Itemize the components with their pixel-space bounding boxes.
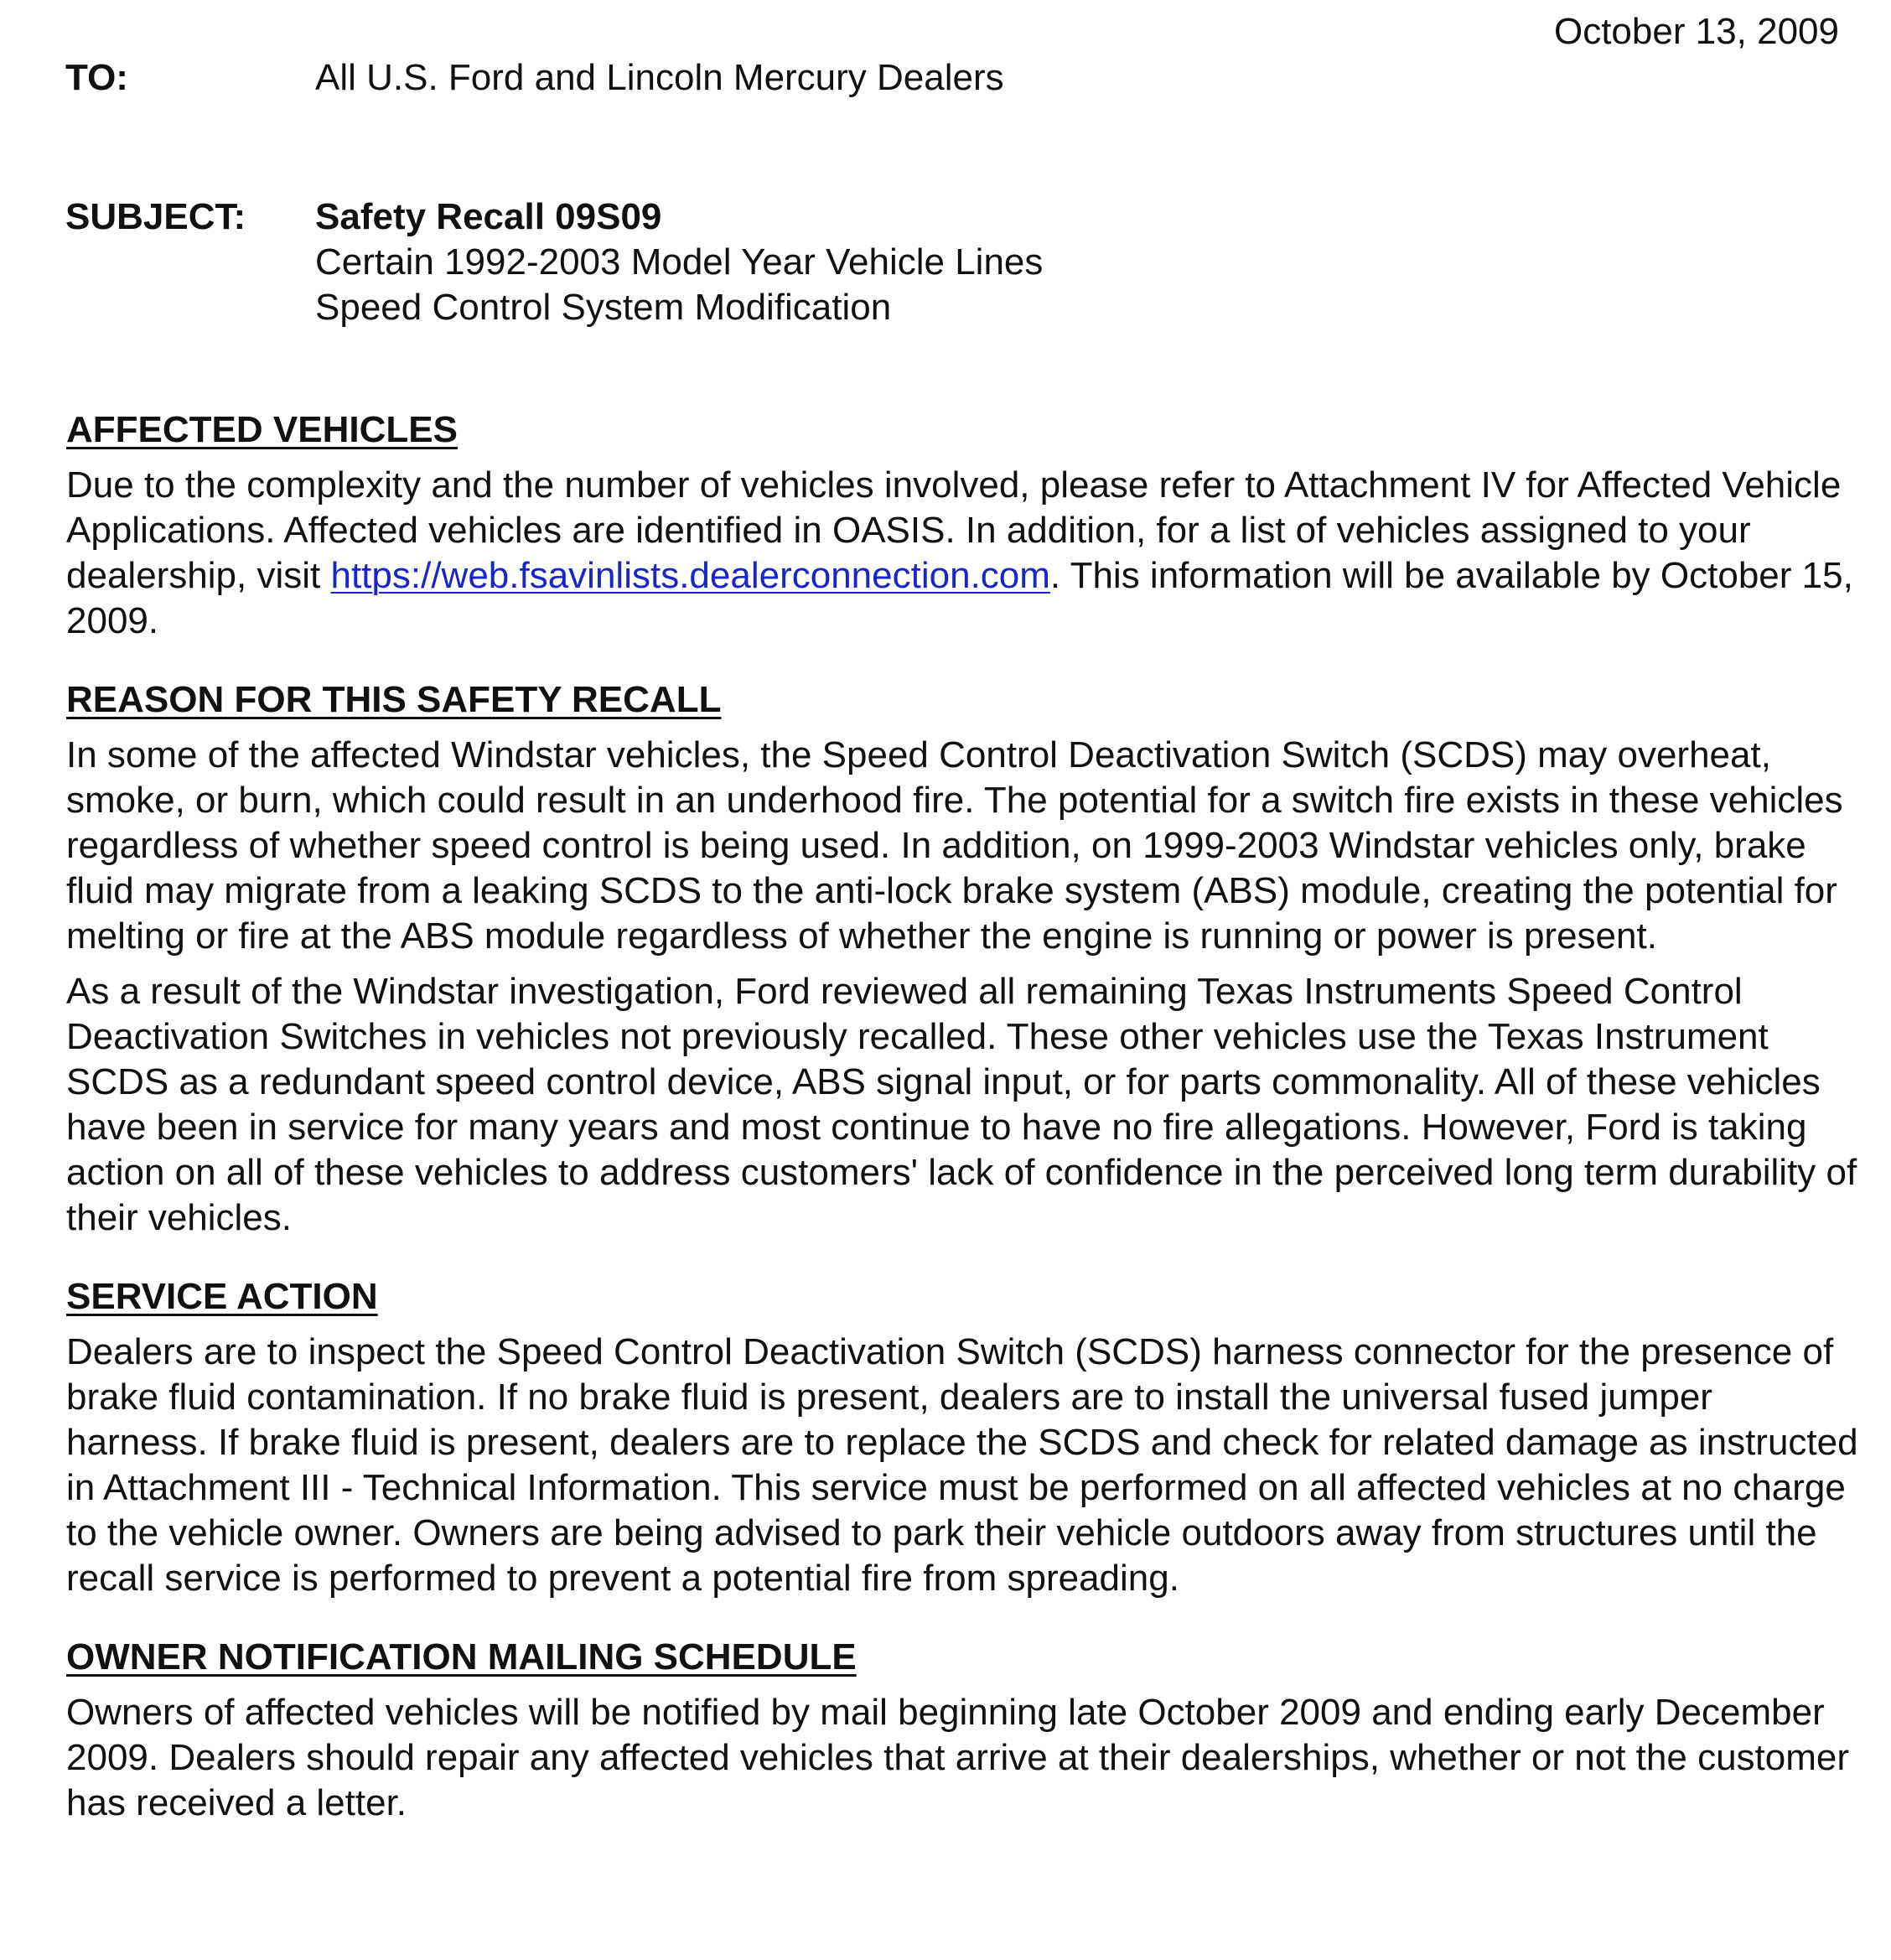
service-action-section [66, 1274, 1860, 1601]
mailing-schedule-paragraph: Owners of affected vehicles will be notified by mail beginning late October 2009 and ending early December 2009. Dealers should repair any affected vehicles that arrive at their dealerships, whether or not the customer has received a letter. [66, 1692, 1850, 1823]
affected-vehicles-text [66, 463, 1860, 644]
subject-lines [315, 194, 1043, 330]
letter-body [66, 407, 1860, 1836]
subject-label: SUBJECT: [65, 196, 246, 237]
mailing-schedule-section [66, 1635, 1860, 1826]
subject-line-2: Certain 1992-2003 Model Year Vehicle Lines [315, 241, 1044, 283]
service-action-paragraph: Dealers are to inspect the Speed Control Deactivation Switch (SCDS) harness connector for the presence of brake fluid contamination. If no brake fluid is present, dealers are to install the universal fused jumper harness. If brake fluid is present, dealers are to replace the SCDS and check for related damage as instructed in Attachment III - Technical Information. This service must be performed on all affected vehicles at no charge to the vehicle owner. Owners are being advised to park their vehicle outdoors away from structures until the recall service is performed to prevent a potential fire from spreading. [66, 1331, 1858, 1599]
subject-line-3: Speed Control System Modification [315, 287, 892, 328]
reason-heading: REASON FOR THIS SAFETY RECALL [66, 679, 722, 720]
to-value: All U.S. Ford and Lincoln Mercury Dealers [315, 57, 1004, 98]
subject-title: Safety Recall 09S09 [315, 196, 662, 237]
affected-text-before-link: Due to the complexity and the number of vehicles involved, please refer to Attachment IV for Affected Vehicle Applications. Affected vehicles are identified in OASIS. In addition, for a list of vehicles assigned to your dealership, visit [66, 464, 1842, 596]
to-label: TO: [65, 57, 128, 98]
mailing-schedule-heading: OWNER NOTIFICATION MAILING SCHEDULE [66, 1636, 857, 1677]
service-action-heading: SERVICE ACTION [66, 1276, 378, 1317]
reason-paragraph-1: In some of the affected Windstar vehicles, the Speed Control Deactivation Switch (SCDS) may overheat, smoke, or burn, which could result in an underhood fire. The potential for a switch fire exists in these vehicles regardless of whether speed control is being used. In addition, on 1999-2003 Windstar vehicles only, brake fluid may migrate from a leaking SCDS to the anti-lock brake system (ABS) module, creating the potential for melting or fire at the ABS module regardless of whether the engine is running or power is present. [66, 734, 1843, 957]
date: October 13, 2009 [1553, 11, 1839, 52]
vin-lists-link[interactable]: https://web.fsavinlists.dealerconnection.com [330, 555, 1050, 596]
reason-paragraph-2: As a result of the Windstar investigation, Ford reviewed all remaining Texas Instruments Speed Control Deactivation Switches in vehicles not previously recalled. These other vehicles use the Texas Instrument SCDS as a redundant speed control device, ABS signal input, or for parts commonality. All of these vehicles have been in service for many years and most continue to have no fire allegations. However, Ford is taking action on all of these vehicles to address customers' lack of confidence in the perceived long term durability of their vehicles. [66, 971, 1857, 1238]
affected-vehicles-heading: AFFECTED VEHICLES [66, 409, 458, 450]
reason-section [66, 677, 1860, 1241]
affected-text-after-link: . This information will be available by October 15, 2009. [66, 555, 1853, 641]
affected-vehicles-section [66, 407, 1860, 644]
